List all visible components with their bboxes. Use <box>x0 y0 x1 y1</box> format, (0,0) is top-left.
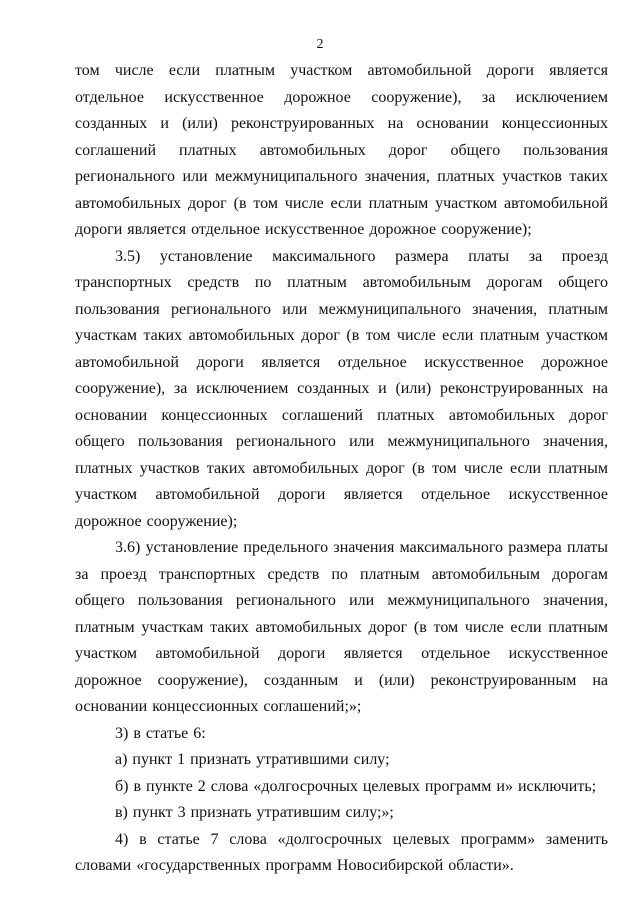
paragraph-article-6: 3) в статье 6: <box>115 724 206 742</box>
paragraph-3-6: 3.6) установление предельного значения максимального размера платы за проезд транспортных средств по платным автомобильным дорогам общего пользования регионального или межмуниципального значения, платным участкам таких автомобильных дорог (в том числе если платным участком автомобильной дороги является отдельное искусственное дорожное сооружение), созданным и (или) реконструированным на основании концессионных соглашений;»; <box>75 539 608 715</box>
paragraph-item-v: в) пункт 3 признать утратившим силу;»; <box>115 804 394 821</box>
paragraph-continuation: том числе если платным участком автомобильной дороги является отдельное искусственное дорожное сооружение), за исключением созданных и (или) реконструированных на основании концессионных соглашений платных автомобильных дорог общего пользования регионального или межмуниципального значения, платных участков таких автомобильных дорог (в том числе если платным участком автомобильной дороги является отдельное искусственное дорожное сооружение); <box>75 62 608 238</box>
document-body <box>75 58 608 880</box>
paragraph-item-a: а) пункт 1 признать утратившими силу; <box>115 751 390 768</box>
paragraph-item-b: б) в пункте 2 слова «долгосрочных целевых программ и» исключить; <box>115 777 597 795</box>
paragraph-3-5: 3.5) установление максимального размера платы за проезд транспортных средств по платным автомобильным дорогам общего пользования регионального или межмуниципального значения, платным участкам таких автомобильных дорог (в том числе если платным участком автомобильной дороги является отдельное искусственное дорожное сооружение), за исключением созданных и (или) реконструированных на основании концессионных соглашений платных автомобильных дорог общего пользования регионального или межмуниципального значения, платных участков таких автомобильных дорог (в том числе если платным участком автомобильной дороги является отдельное искусственное дорожное сооружение); <box>75 247 608 530</box>
paragraph-article-7: 4) в статье 7 слова «долгосрочных целевых программ» заменить словами «государственных программ Новосибирской области». <box>75 830 608 874</box>
page-number: 2 <box>316 37 324 52</box>
